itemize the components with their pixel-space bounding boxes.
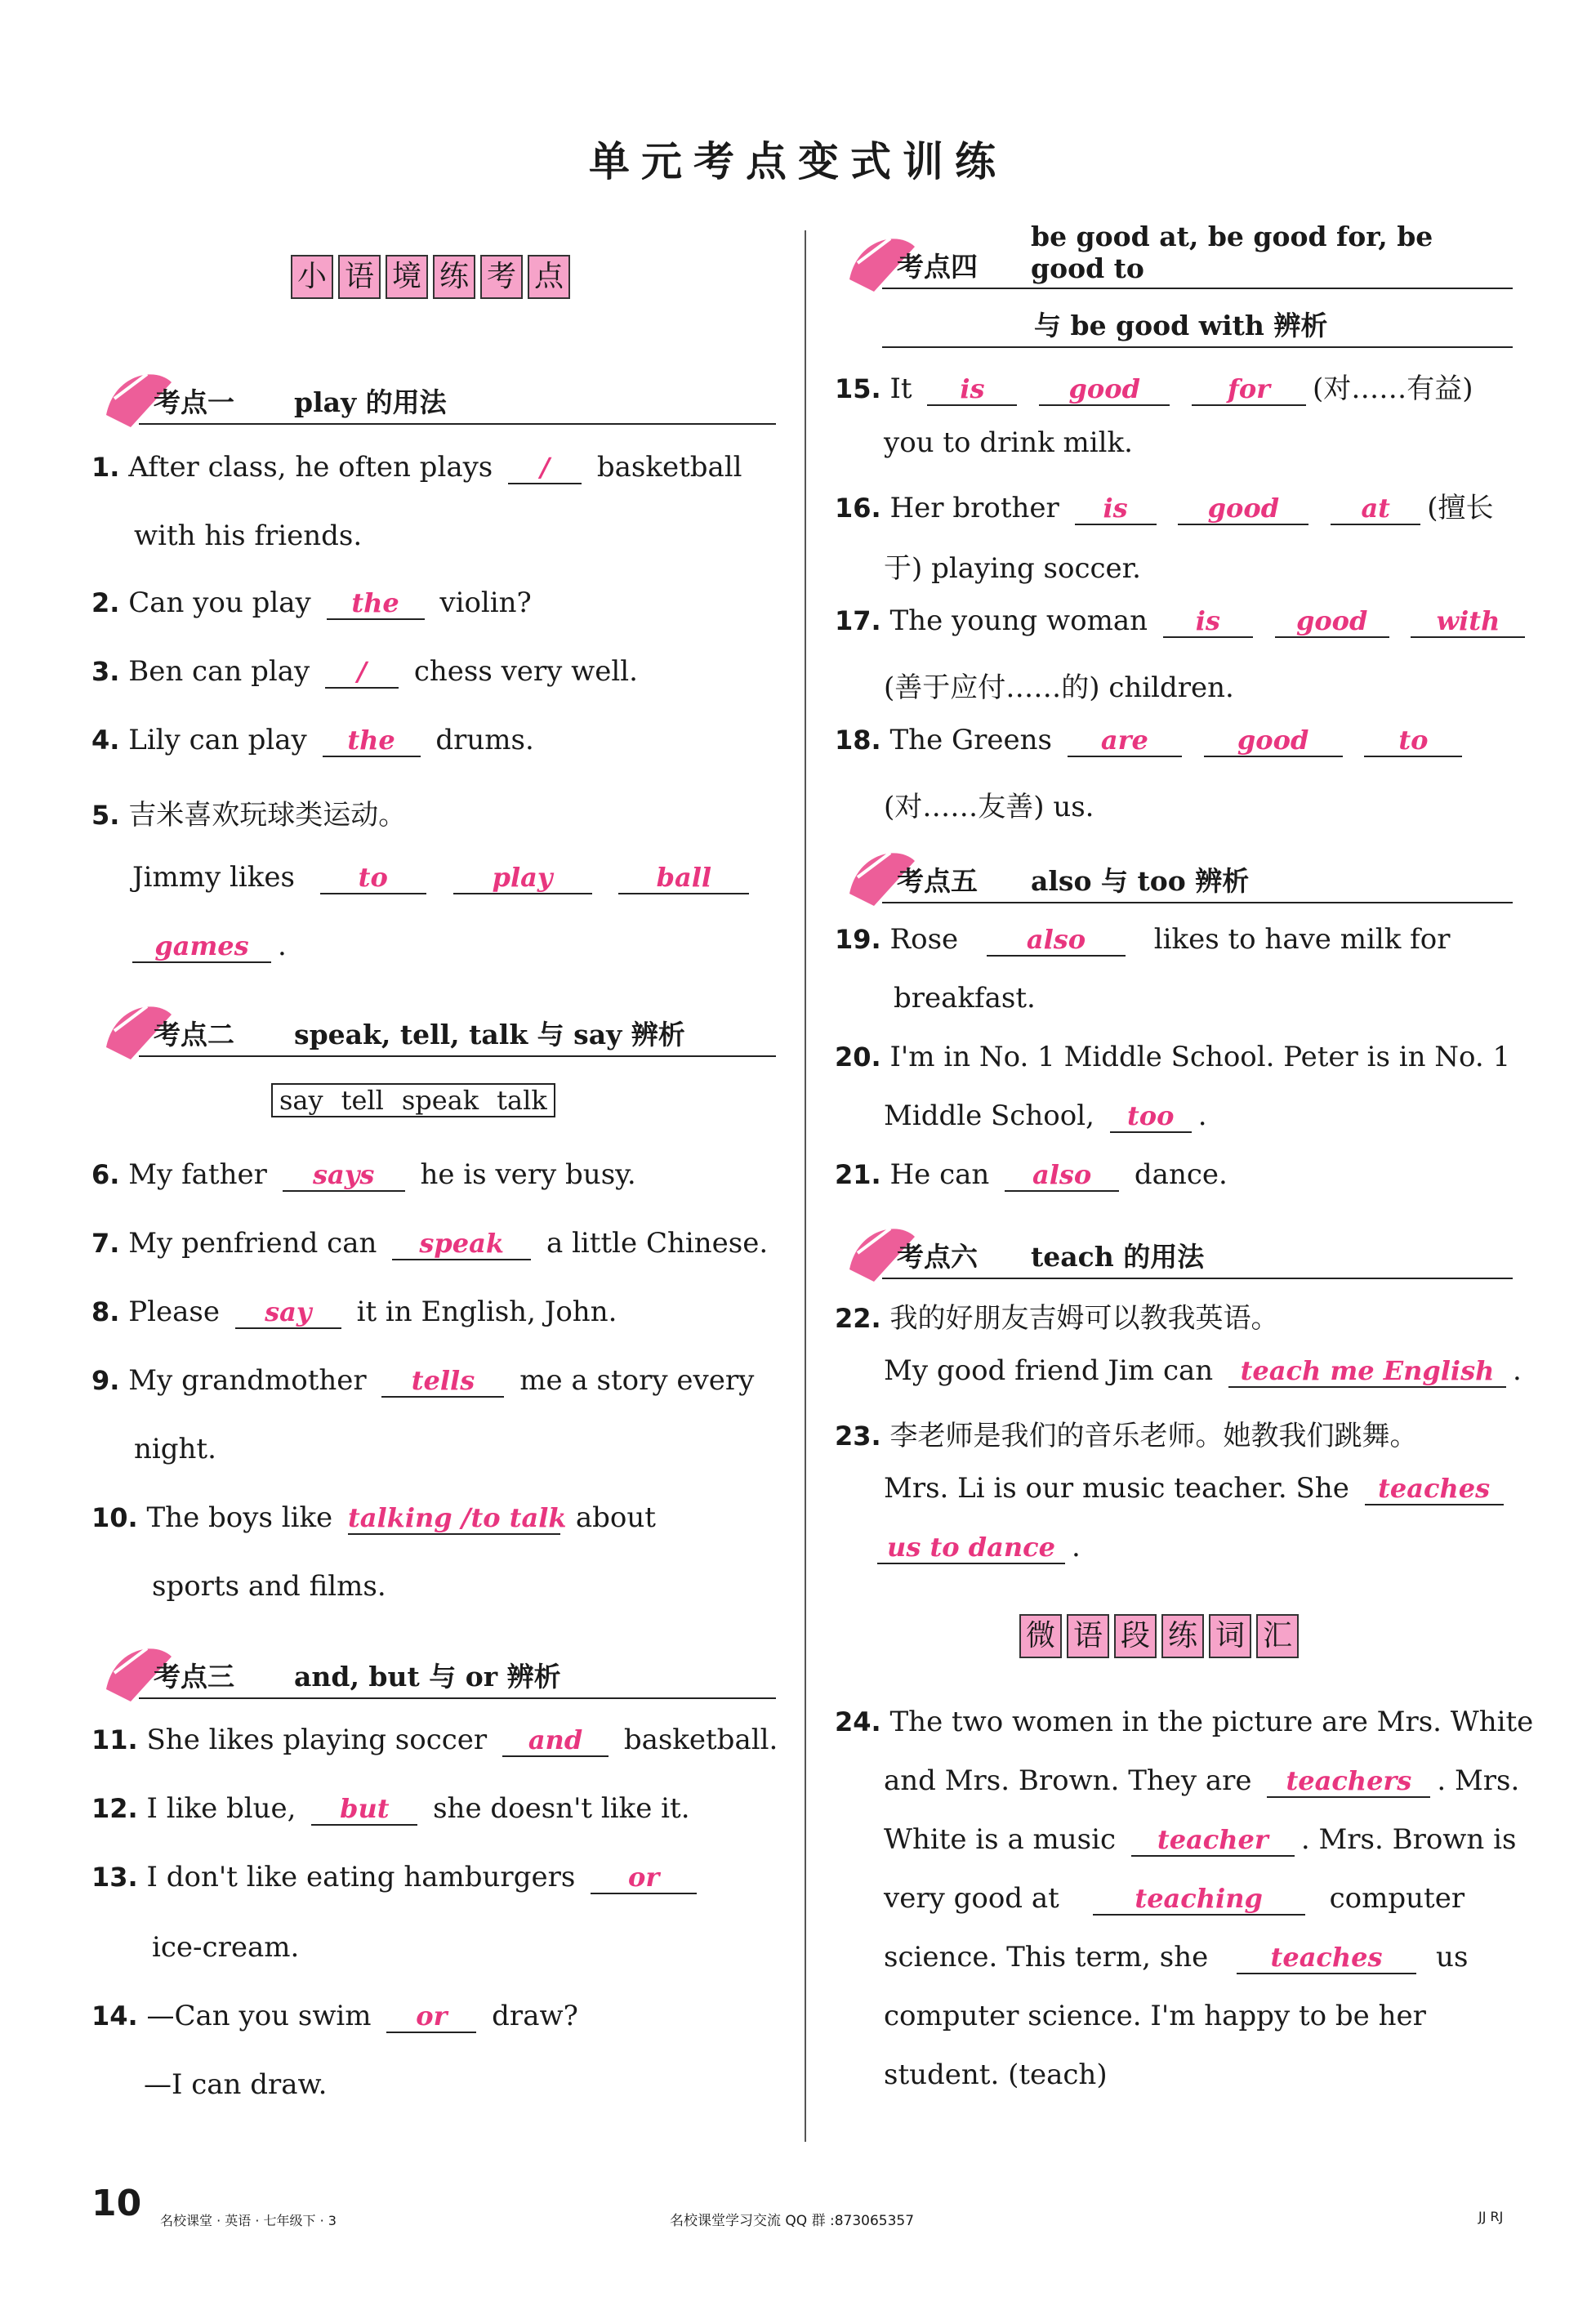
answer-blank[interactable]: teacher: [1131, 1824, 1295, 1857]
section-underline: [882, 1278, 1513, 1279]
tag-char: 点: [528, 255, 570, 299]
tag-char: 语: [1067, 1614, 1109, 1658]
answer-blank[interactable]: good: [1204, 725, 1343, 757]
question-10: 10. The boys like talking /to talk about: [91, 1501, 656, 1534]
footer-edition: JJ RJ: [1478, 2209, 1504, 2224]
question-16-cont: 于) playing soccer.: [884, 552, 1141, 585]
tag-char: 汇: [1256, 1614, 1299, 1658]
question-20-cont: Middle School, too .: [884, 1099, 1207, 1132]
section-topic: speak, tell, talk 与 say 辨析: [294, 1019, 685, 1050]
answer-blank[interactable]: is: [1163, 605, 1253, 638]
question-9-cont: night.: [134, 1433, 216, 1465]
section-underline: [882, 288, 1513, 289]
page-number: 10: [91, 2183, 142, 2224]
answer-blank[interactable]: or: [386, 2000, 476, 2033]
question-23-cont: Mrs. Li is our music teacher. She teaches: [884, 1472, 1510, 1505]
answer-blank[interactable]: good: [1178, 493, 1308, 525]
footer-book-info: 名校课堂 · 英语 · 七年级下 · 3: [160, 2213, 337, 2228]
footer-qq-group: 名校课堂学习交流 QQ 群 :873065357: [670, 2213, 915, 2229]
answer-blank[interactable]: and: [502, 1724, 609, 1757]
answer-blank[interactable]: is: [927, 373, 1017, 406]
section-header-2: [91, 998, 776, 1057]
answer-blank[interactable]: is: [1075, 493, 1157, 525]
question-2: 2. Can you play the violin?: [91, 587, 532, 619]
answer-blank[interactable]: teach me English: [1228, 1355, 1506, 1388]
section-topic: 与 be good with 辨析: [1034, 310, 1328, 341]
answer-blank[interactable]: good: [1275, 605, 1389, 638]
question-24-line7: student. (teach): [884, 2058, 1108, 2091]
tag-char: 考: [480, 255, 523, 299]
question-24-line5: science. This term, she teaches us: [884, 1941, 1469, 1974]
answer-blank[interactable]: also: [987, 924, 1126, 957]
answer-blank[interactable]: us to dance: [877, 1532, 1065, 1564]
section-tag-vocabulary: [1019, 1614, 1299, 1658]
question-3: 3. Ben can play / chess very well.: [91, 655, 638, 688]
word-box: say tell speak talk: [271, 1083, 555, 1117]
answer-blank[interactable]: also: [1005, 1159, 1119, 1192]
answer-blank[interactable]: good: [1039, 373, 1170, 406]
answer-blank[interactable]: are: [1068, 725, 1182, 757]
answer-blank[interactable]: teaches: [1237, 1942, 1416, 1974]
question-18-cont: (对……友善) us.: [884, 791, 1094, 823]
answer-blank[interactable]: for: [1192, 373, 1306, 406]
question-23: 23. 李老师是我们的音乐老师。她教我们跳舞。: [835, 1420, 1418, 1452]
tag-char: 微: [1019, 1614, 1062, 1658]
question-22: 22. 我的好朋友吉姆可以教我英语。: [835, 1302, 1279, 1335]
section-label: 考点二: [154, 1019, 234, 1050]
answer-blank[interactable]: ball: [618, 862, 749, 894]
question-19: 19. Rose also likes to have milk for: [835, 923, 1451, 956]
section-tag-practice: [291, 255, 570, 299]
question-14-cont: —I can draw.: [144, 2068, 328, 2101]
question-5-end: games .: [132, 930, 287, 963]
tag-char: 练: [433, 255, 475, 299]
section-topic: teach 的用法: [1031, 1241, 1205, 1273]
column-divider: [805, 230, 806, 2142]
section-underline: [139, 1055, 776, 1057]
question-13-cont: ice-cream.: [152, 1931, 300, 1964]
section-topic: play 的用法: [294, 386, 447, 418]
answer-blank[interactable]: talking /to talk: [348, 1502, 567, 1533]
question-24-line6: computer science. I'm happy to be her: [884, 2000, 1426, 2032]
answer-blank[interactable]: teaching: [1093, 1883, 1305, 1916]
question-19-cont: breakfast.: [894, 982, 1036, 1015]
question-20: 20. I'm in No. 1 Middle School. Peter is in No. 1: [835, 1041, 1511, 1073]
question-24-line2: and Mrs. Brown. They are teachers . Mrs.: [884, 1764, 1520, 1797]
question-24: 24. The two women in the picture are Mrs. White: [835, 1706, 1534, 1738]
section-underline: [882, 346, 1513, 348]
question-8: 8. Please say it in English, John.: [91, 1296, 617, 1328]
section-header-1: [91, 366, 776, 425]
tag-char: 词: [1209, 1614, 1251, 1658]
section-topic: and, but 与 or 辨析: [294, 1661, 561, 1693]
tag-char: 语: [338, 255, 381, 299]
question-14: 14. —Can you swim or draw?: [91, 2000, 578, 2032]
section-header-4-line2: [835, 291, 1513, 348]
answer-blank[interactable]: /: [325, 656, 399, 689]
answer-blank[interactable]: at: [1331, 493, 1420, 525]
section-header-5: [835, 846, 1513, 903]
section-header-6: [835, 1222, 1513, 1279]
answer-blank[interactable]: or: [591, 1862, 697, 1894]
tag-char: 境: [386, 255, 428, 299]
tag-char: 练: [1161, 1614, 1204, 1658]
section-label: 考点五: [897, 865, 978, 897]
question-5: 5. 吉米喜欢玩球类运动。: [91, 799, 407, 832]
section-underline: [882, 902, 1513, 903]
question-17: 17. The young woman is good with: [835, 604, 1531, 638]
answer-blank[interactable]: teachers: [1267, 1765, 1430, 1798]
section-underline: [139, 1697, 776, 1699]
question-17-cont: (善于应付……的) children.: [884, 671, 1234, 704]
question-24-line4: very good at teaching computer: [884, 1882, 1465, 1915]
question-7: 7. My penfriend can speak a little Chinese.: [91, 1227, 769, 1260]
section-label: 考点三: [154, 1661, 234, 1693]
section-underline: [139, 423, 776, 425]
answer-blank[interactable]: play: [453, 862, 592, 894]
answer-blank[interactable]: the: [327, 587, 425, 620]
question-5-cont: Jimmy likes to play ball: [132, 861, 756, 894]
question-13: 13. I don't like eating hamburgers or: [91, 1861, 703, 1894]
question-11: 11. She likes playing soccer and basketball.: [91, 1724, 778, 1756]
question-24-line3: White is a music teacher . Mrs. Brown is: [884, 1823, 1517, 1856]
section-label: 考点一: [154, 386, 234, 418]
answer-blank[interactable]: the: [323, 725, 421, 757]
tag-char: 小: [291, 255, 333, 299]
answer-blank[interactable]: with: [1411, 605, 1525, 638]
section-topic: be good at, be good for, be good to: [1031, 221, 1433, 284]
question-1: 1. After class, he often plays / basketball: [91, 451, 742, 484]
answer-blank[interactable]: tells: [381, 1365, 504, 1398]
question-4: 4. Lily can play the drums.: [91, 724, 534, 756]
question-12: 12. I like blue, but she doesn't like it.: [91, 1792, 690, 1825]
question-21: 21. He can also dance.: [835, 1158, 1228, 1191]
answer-blank[interactable]: too: [1110, 1100, 1192, 1133]
question-6: 6. My father says he is very busy.: [91, 1158, 636, 1191]
question-9: 9. My grandmother tells me a story every: [91, 1364, 755, 1397]
answer-blank[interactable]: to: [320, 862, 426, 894]
answer-blank[interactable]: but: [311, 1793, 417, 1826]
question-18: 18. The Greens are good to: [835, 724, 1469, 757]
question-10-cont: sports and films.: [152, 1570, 386, 1603]
answer-blank[interactable]: games: [132, 930, 271, 963]
answer-blank[interactable]: speak: [392, 1228, 531, 1260]
section-topic: also 与 too 辨析: [1031, 865, 1250, 897]
question-16: 16. Her brother is good at (擅长: [835, 492, 1494, 524]
answer-blank[interactable]: to: [1364, 725, 1462, 757]
answer-blank[interactable]: teaches: [1365, 1473, 1504, 1505]
section-label: 考点四: [897, 251, 978, 283]
section-label: 考点六: [897, 1241, 978, 1273]
tag-char: 段: [1114, 1614, 1157, 1658]
answer-blank[interactable]: /: [508, 452, 582, 484]
page-title: 单元考点变式训练: [589, 138, 1007, 185]
section-header-4: [835, 221, 1513, 289]
question-15-cont: you to drink milk.: [884, 426, 1133, 459]
answer-blank[interactable]: say: [235, 1296, 341, 1329]
question-15: 15. It is good for (对……有益): [835, 372, 1473, 405]
question-23-end: us to dance .: [877, 1531, 1081, 1564]
question-22-cont: My good friend Jim can teach me English .: [884, 1354, 1522, 1387]
answer-blank[interactable]: says: [283, 1159, 405, 1192]
section-header-3: [91, 1640, 776, 1699]
question-1-cont: with his friends.: [134, 520, 363, 552]
